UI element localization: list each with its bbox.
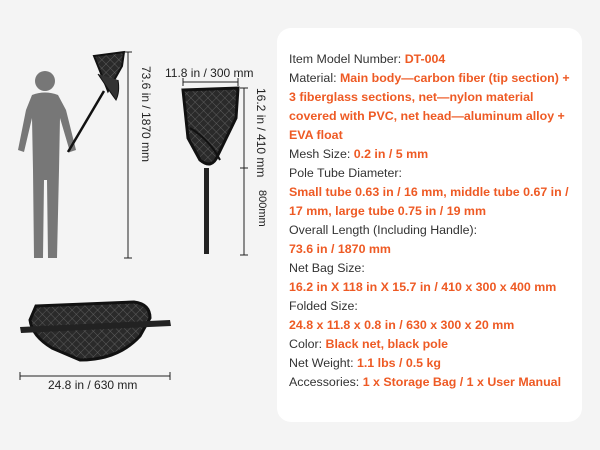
spec-value: 73.6 in / 1870 mm [289, 242, 391, 256]
spec-value: 16.2 in X 118 in X 15.7 in / 410 x 300 x 400 mm [289, 280, 557, 294]
spec-label: Mesh Size: [289, 147, 354, 161]
spec-list [289, 50, 579, 392]
net-front-view-icon [183, 88, 238, 254]
spec-row-folded-value [289, 316, 579, 335]
spec-label: Material: [289, 71, 340, 85]
spec-label: Folded Size: [289, 299, 358, 313]
spec-label: Net Weight: [289, 356, 357, 370]
spec-row-accessories [289, 373, 579, 392]
spec-label: Accessories: [289, 375, 363, 389]
person-silhouette-icon [18, 71, 76, 258]
spec-value: 24.8 x 11.8 x 0.8 in / 630 x 300 x 20 mm [289, 318, 515, 332]
spec-label: Item Model Number: [289, 52, 405, 66]
spec-value: Main body—carbon fiber (tip section) + 3 fiberglass sections, net—nylon material covered with PVC, net head—aluminum alloy + EVA float [289, 71, 570, 142]
spec-label: Net Bag Size: [289, 261, 365, 275]
spec-row-pole-value [289, 183, 579, 221]
spec-row-mesh [289, 145, 579, 164]
head-height-label: 16.2 in / 410 mm [254, 88, 268, 178]
spec-row-length-value [289, 240, 579, 259]
spec-row-pole-label [289, 164, 579, 183]
spec-row-weight [289, 354, 579, 373]
spec-row-length-label [289, 221, 579, 240]
net-folded-icon [20, 302, 171, 360]
spec-row-material [289, 69, 579, 145]
lower-length-dimension-line [240, 168, 248, 255]
spec-row-model [289, 50, 579, 69]
lower-length-label: 800mm [256, 190, 268, 227]
spec-row-bag-value [289, 278, 579, 297]
net-extended-icon [68, 52, 124, 152]
spec-label: Pole Tube Diameter: [289, 166, 402, 180]
spec-label: Color: [289, 337, 326, 351]
spec-value: Black net, black pole [325, 337, 449, 351]
height-label: 73.6 in / 1870 mm [139, 66, 153, 163]
spec-row-bag-label [289, 259, 579, 278]
spec-value: 0.2 in / 5 mm [353, 147, 429, 161]
head-height-dimension-line [240, 88, 248, 168]
spec-value: 1.1 lbs / 0.5 kg [356, 356, 441, 370]
spec-value: DT-004 [404, 52, 446, 66]
height-dimension-line [124, 52, 132, 258]
head-width-label: 11.8 in / 300 mm [165, 66, 254, 80]
spec-value: 1 x Storage Bag / 1 x User Manual [362, 375, 562, 389]
spec-row-color [289, 335, 579, 354]
folded-length-label: 24.8 in / 630 mm [48, 378, 138, 392]
spec-label: Overall Length (Including Handle): [289, 223, 478, 237]
spec-row-folded-label [289, 297, 579, 316]
spec-value: Small tube 0.63 in / 16 mm, middle tube 0.67 in / 17 mm, large tube 0.75 in / 19 mm [289, 185, 569, 218]
